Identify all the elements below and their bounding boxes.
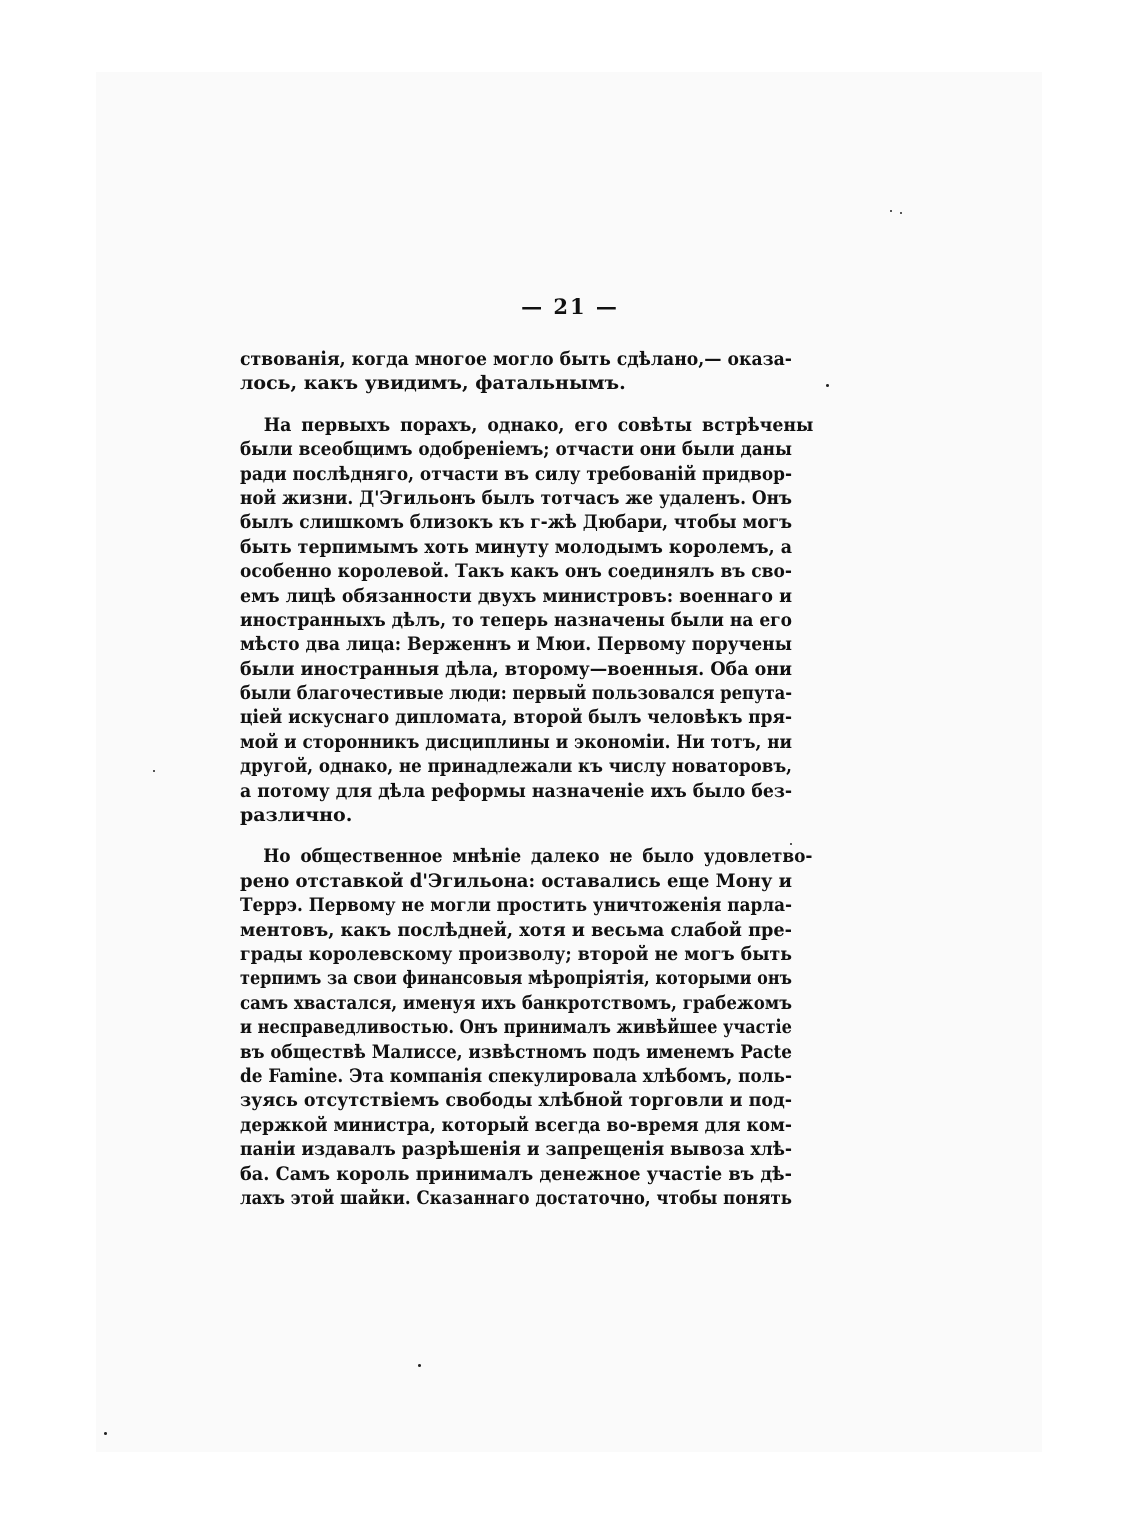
scan-speck xyxy=(418,1364,421,1367)
scan-speck xyxy=(900,212,902,214)
text-line: особенно королевой. Такъ какъ онъ соединялъ въ сво- xyxy=(240,560,792,583)
scan-speck xyxy=(826,384,829,387)
body-text xyxy=(240,347,814,1210)
text-line: иностранныхъ дѣлъ, то теперь назначены были на его xyxy=(240,608,792,631)
text-line: грады королевскому произволу; второй не могъ быть xyxy=(240,942,792,965)
text-line: ствованія, когда многое могло быть сдѣлано,— оказа- xyxy=(240,348,792,370)
scan-speck xyxy=(104,1432,107,1435)
page-number: — 21 — xyxy=(521,294,619,319)
text-line: самъ хвастался, именуя ихъ банкротствомъ, грабежомъ xyxy=(240,991,792,1014)
text-line: рено отставкой d'Эгильона: оставались еще Мону и xyxy=(240,869,792,892)
scan-speck xyxy=(890,210,892,212)
text-line: а потому для дѣла реформы назначеніе ихъ было без- xyxy=(240,779,793,802)
text-line: ради послѣдняго, отчасти въ силу требованій придвор- xyxy=(240,462,792,485)
text-line: ментовъ, какъ послѣдней, хотя и весьма слабой пре- xyxy=(240,918,793,941)
text-line: паніи издавалъ разрѣшенія и запрещенія вывоза хлѣ- xyxy=(240,1138,793,1161)
text-line: Но общественное мнѣніе далеко не было удовлетво- xyxy=(263,845,813,868)
paragraph xyxy=(240,413,814,828)
paragraph xyxy=(240,844,813,1210)
text-line: были иностранныя дѣла, второму—военныя. Оба они xyxy=(240,657,793,680)
text-line: емъ лицѣ обязанности двухъ министровъ: военнаго и xyxy=(240,584,792,607)
scan-speck xyxy=(790,843,792,845)
text-line: ціей искуснаго дипломата, второй былъ человѣкъ пря- xyxy=(240,706,793,729)
text-line: различно. xyxy=(240,804,353,827)
text-line: въ обществѣ Малиссе, извѣстномъ подъ именемъ Pacte xyxy=(240,1040,792,1063)
text-line: держкой министра, который всегда во-время для ком- xyxy=(240,1113,792,1136)
paragraph-gap xyxy=(240,396,792,413)
text-line: былъ слишкомъ близокъ къ г-жѣ Дюбари, чтобы могъ xyxy=(240,511,793,534)
text-line: На первыхъ порахъ, однако, его совѣты встрѣчены xyxy=(263,413,814,436)
text-line: ба. Самъ король принималъ денежное участіе въ дѣ- xyxy=(240,1162,792,1185)
text-line: ной жизни. Д'Эгильонъ былъ тотчасъ же удаленъ. Онъ xyxy=(240,486,793,509)
text-line: другой, однако, не принадлежали къ числу новаторовъ, xyxy=(240,755,792,778)
text-line: терпимъ за свои финансовыя мѣропріятія, которыми онъ xyxy=(240,967,792,990)
text-line: быть терпимымъ хоть минуту молодымъ королемъ, а xyxy=(240,535,792,558)
text-line: зуясь отсутствіемъ свободы хлѣбной торговли и под- xyxy=(240,1089,793,1112)
text-line: мѣсто два лица: Верженнъ и Мюи. Первому поручены xyxy=(240,633,792,656)
text-line: лахъ этой шайки. Сказаннаго достаточно, чтобы понять xyxy=(240,1186,793,1209)
text-line: лось, какъ увидимъ, фатальнымъ. xyxy=(240,372,626,395)
paragraph xyxy=(240,347,792,396)
scan-speck xyxy=(153,770,155,772)
text-line: были благочестивые люди: первый пользовался репута- xyxy=(240,682,793,705)
text-line: Террэ. Первому не могли простить уничтоженія парла- xyxy=(240,894,793,917)
paragraph-gap xyxy=(240,827,792,844)
text-line: мой и сторонникъ дисциплины и экономіи. Ни тотъ, ни xyxy=(240,730,792,753)
text-line: de Famine. Эта компанія спекулировала хлѣбомъ, поль- xyxy=(240,1064,792,1087)
text-line: были всеобщимъ одобреніемъ; отчасти они были даны xyxy=(240,438,793,461)
text-line: и несправедливостью. Онъ принималъ живѣйшее участіе xyxy=(240,1016,792,1039)
